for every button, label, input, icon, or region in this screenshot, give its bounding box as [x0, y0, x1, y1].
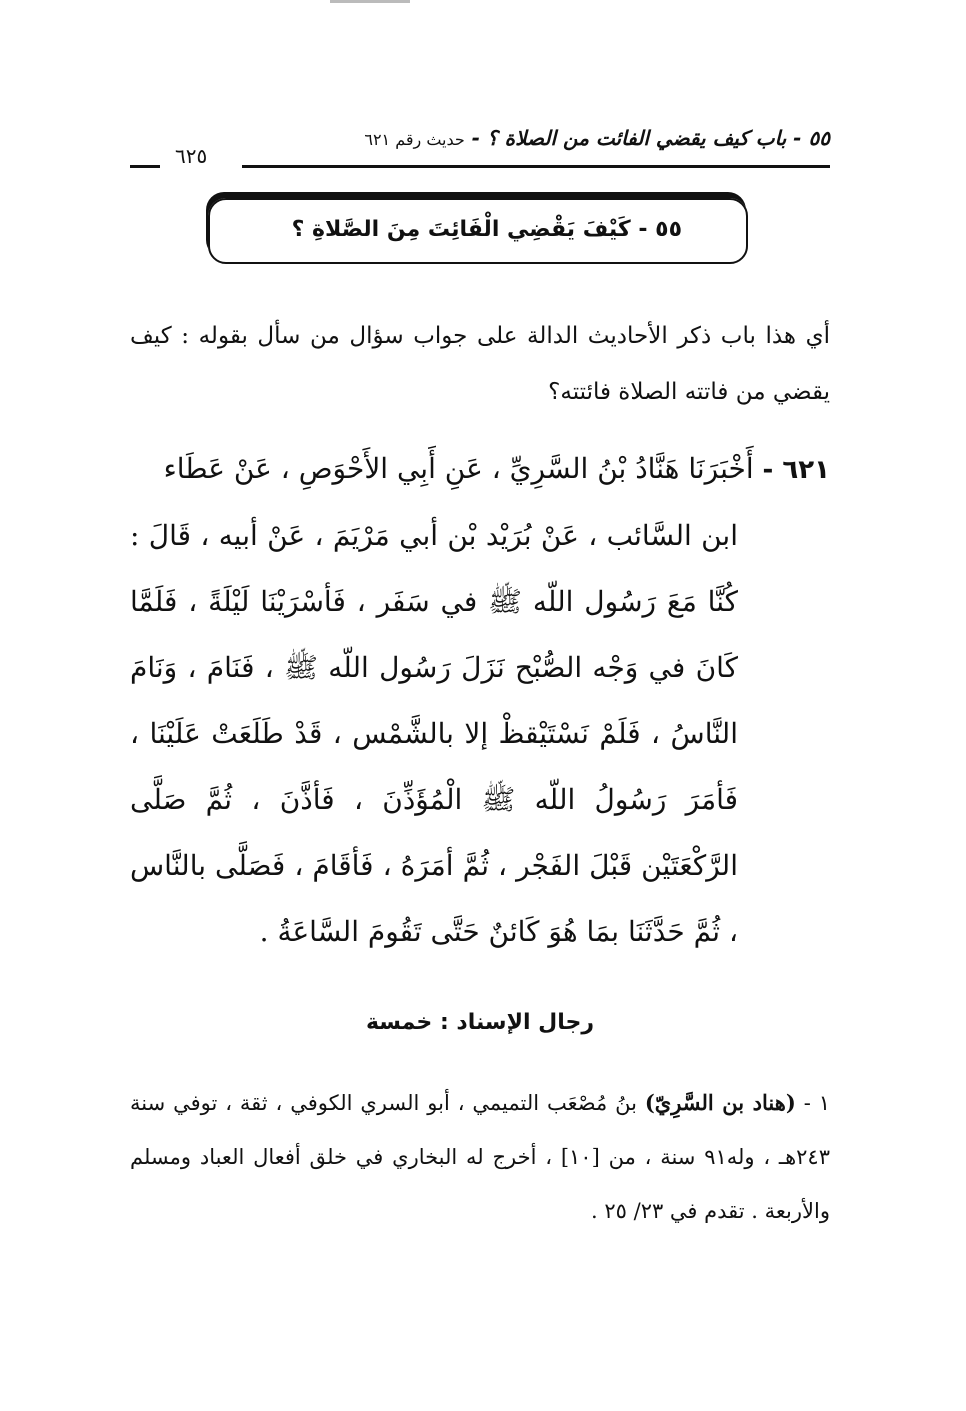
hadith-body: ابن السَّائب ، عَنْ بُرَيْد بْن أبي مَرْيَمَ ، عَنْ أبيه ، قَالَ : كُنَّا مَعَ رَسُول اللّه ﷺ في سَفَر ، فَأسْرَيْنَا لَيْلَةً ، فَلَمَّا كَانَ في وَجْه الصُّبْح نَزَلَ رَسُول اللّه ﷺ ، فَنَامَ ، وَنَامَ النَّاسُ ، فَلَمْ نَسْتَيْقظْ إلا بالشَّمْس ، قَدْ طَلَعَتْ عَلَيْنَا ، فَأمَرَ رَسُولُ اللّه ﷺ الْمُؤَذِّنَ ، فَأذَّنَ ، ثُمَّ صَلَّى الرَّكْعَتَيْن قَبْلَ الفَجْر ، ثُمَّ أمَرَهُ ، فَأقَامَ ، فَصَلَّى بالنَّاس ، ثُمَّ حَدَّثَنَا بمَا هُوَ كَائنٌ حَتَّى تَقُومَ السَّاعَةُ .	[130, 519, 738, 948]
header-chapter-title: ٥٥ - باب كيف يقضي الفائت من الصلاة ؟ -	[471, 126, 830, 150]
page-number-rule	[130, 165, 160, 168]
hadith-number: ٦٢١ -	[762, 455, 830, 485]
narrator-index: ١ -	[803, 1091, 830, 1115]
hadith-first-line	[130, 436, 830, 503]
top-edge-mark	[330, 0, 410, 3]
running-header	[130, 120, 830, 168]
chapter-title: ٥٥ - كَيْفَ يَقْضِي الْفَائِتَ مِنَ الصَّلاةِ ؟	[291, 217, 682, 242]
hadith-text	[130, 436, 830, 965]
header-title	[364, 126, 830, 150]
isnad-section-title: رجال الإسناد : خمسة	[365, 1010, 595, 1035]
chapter-title-box	[208, 198, 748, 264]
page-number: ٦٢٥	[175, 144, 208, 168]
hadith-opening: أَخْبَرَنَا هَنَّادُ بْنُ السَّرِيِّ ، عَنِ أَبِي الأَحْوَصِ ، عَنْ عَطَاء	[163, 452, 754, 485]
narrator-name: (هناد بن السَّرِيّ)	[644, 1090, 796, 1115]
header-hadith-ref: حديث رقم ٦٢١	[364, 130, 465, 149]
narrator-entry	[130, 1076, 830, 1238]
header-rule	[242, 165, 830, 168]
intro-paragraph: أي هذا باب ذكر الأحاديث الدالة على جواب سؤال من سأل بقوله : كيف يقضي من فاتته الصلاة فائتته؟	[130, 323, 830, 405]
narrator-details: بنُ مُصْعَب التميمي ، أبو السري الكوفي ، ثقة ، توفي سنة ٢٤٣هـ ، وله٩١ سنة ، من [١٠] ، أخرج له البخاري في خلق أفعال العباد ومسلم والأربعة . تقدم في ٢٣/ ٢٥ .	[130, 1091, 830, 1223]
